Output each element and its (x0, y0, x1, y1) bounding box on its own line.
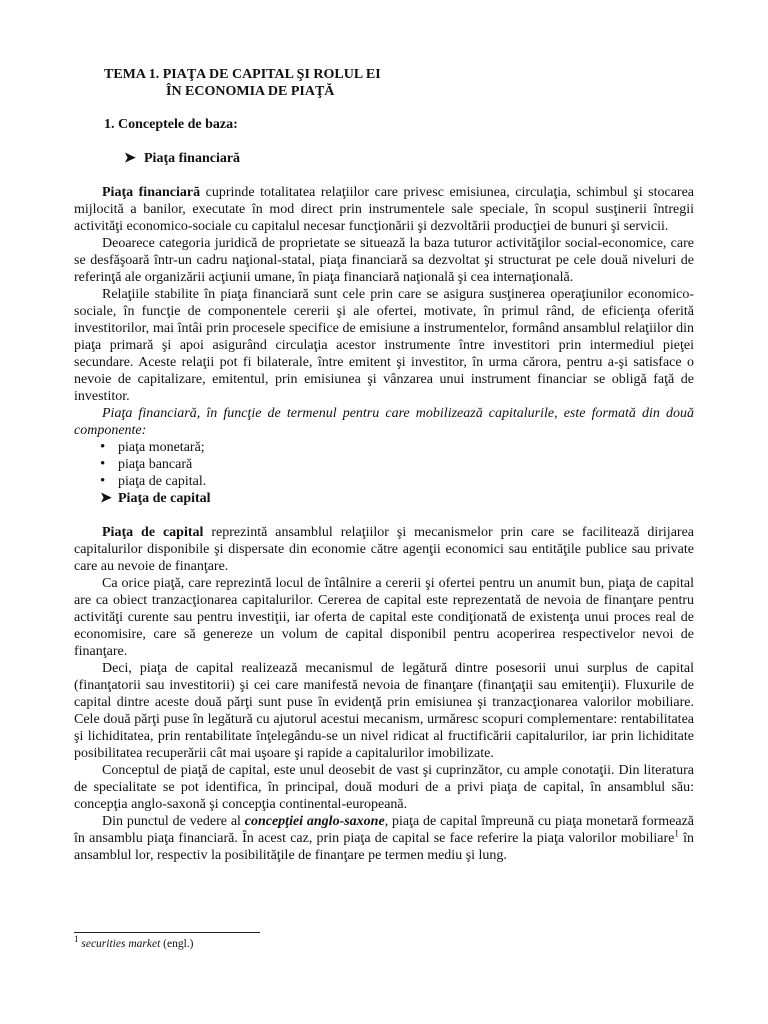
paragraph-9-text-a: Din punctul de vedere al (102, 814, 245, 829)
arrow-bullet-icon: ➤ (124, 151, 136, 166)
paragraph-5-text: reprezintă ansamblul relaţiilor şi mecanismelor prin care se facilitează dirijarea capitalurilor disponibile şi dispersate din economie către agenţii economici sau entităţile publice sau private care au nevoie de finanţare. (74, 525, 694, 574)
list-item: • piaţa de capital. (100, 473, 694, 490)
footnote-term: securities market (81, 938, 161, 950)
paragraph-5-lead: Piaţa de capital (102, 525, 204, 540)
components-list (74, 439, 694, 490)
document-title (104, 66, 694, 100)
list-item: • piaţa monetară; (100, 439, 694, 456)
paragraph-2: Deoarece categoria juridică de proprietate se situează la baza tuturor activităţilor social-economice, care se desfăşoară într-un cadru naţional-statal, piaţa financiară sa dezvoltat şi structurat pe cele două niveluri de referinţă ale organizării acţiunii umane, în piaţa financiară naţională şi cea internaţională. (74, 236, 694, 285)
footnote-number: 1 (74, 934, 79, 945)
bullet-label: Piaţa de capital (118, 491, 211, 506)
paragraph-3: Relaţiile stabilite în piaţa financiară sunt cele prin care se asigura susţinerea operaţiunilor economico-sociale, în funcţie de componentele cererii şi ale ofertei, motivate, în primul rând, de eficienţa oferită investitorilor, mai întâi prin procesele specifice de emisiune a instrumentelor, formând ansamblul relaţiilor din piaţa primară şi apoi asigurând circulaţia acestor instrumente între investitori prin intermediul pieţei secundare. Aceste relaţii pot fi bilaterale, între emitent şi investitor, în urma cărora, pentru a-şi satisface o nevoie de capitalizare, emitentul, prin emisiunea şi vânzarea unui instrument financiar se obligă faţă de investitor. (74, 287, 694, 404)
paragraph-9-text-c: în ansamblul lor, respectiv la posibilităţile de finanţare pe termen mediu şi lung. (74, 831, 695, 863)
bullet-heading-capital-market (100, 490, 694, 507)
section-heading: 1. Conceptele de baza: (104, 117, 238, 132)
list-item: • piaţa bancară (100, 456, 694, 473)
paragraph-1-lead: Piaţa financiară (102, 185, 201, 200)
title-line-1: TEMA 1. PIAŢA DE CAPITAL ŞI ROLUL EI (104, 67, 381, 82)
bullet-heading-financial-market (124, 150, 694, 167)
footnote-separator (74, 932, 260, 933)
paragraph-7: Deci, piaţa de capital realizează mecanismul de legătură dintre posesorii unui surplus de capital (finanţatorii sau investitorii) şi cei care manifestă nevoia de finanţare (finanţaţii sau emitenţii). Fluxurile de capital dintre aceste două părţi sunt puse în evidenţă prin emisiunea şi tranzacţionarea valorilor mobiliare. Cele două părţi puse în legătură cu ajutorul acestui mecanism, urmăresc scopuri complementare: rentabilitatea şi lichiditatea, prin rentabilitate înţelegându-se un nivel ridicat al fructificării capitalurilor, iar prin lichiditate posibilitatea recuperării cât mai uşoare şi rapide a capitalurilor imobilizate. (74, 661, 694, 761)
paragraph-6: Ca orice piaţă, care reprezintă locul de întâlnire a cererii şi ofertei pentru un anumit bun, piaţa de capital are ca obiect tranzacţionarea capitalurilor. Cererea de capital este reprezentată de nevoia de finanţare pentru activităţi curente sau pentru investiţii, iar oferta de capital este condiţionată de existenţa unui proces real de economisire, care să genereze un volum de capital disponibil pentru acoperirea respectivelor nevoi de finanţare. (74, 576, 694, 659)
paragraph-9 (74, 813, 694, 864)
paragraph-5 (74, 524, 694, 575)
paragraph-9-text-b: , piaţa de capital împreună cu piaţa monetară formează în ansamblu piaţa financiară. În acest caz, prin piaţa de capital se face referire la piaţa valorilor mobiliare (74, 814, 694, 846)
footnote-note: (engl.) (160, 938, 194, 950)
document-page (74, 66, 694, 864)
footnote (74, 934, 194, 951)
paragraph-1-text: cuprinde totalitatea relaţiilor care privesc emisiunea, circulaţia, schimbul şi stocarea mijlocită a banilor, executate în mod direct prin instrumentele sale speciale, în scopul susţinerii întregii activităţi economico-sociale cu capitalul necesar funcţionării şi dezvoltării producţiei de bunuri şi servicii. (74, 185, 694, 234)
paragraph-1 (74, 184, 694, 235)
footnote-reference[interactable]: 1 (674, 828, 679, 839)
paragraph-4: Piaţa financiară, în funcţie de termenul pentru care mobilizează capitalurile, este formată din două componente: (74, 406, 694, 438)
title-line-2: ÎN ECONOMIA DE PIAŢĂ (166, 84, 335, 99)
bullet-label: Piaţa financiară (144, 151, 241, 166)
paragraph-8: Conceptul de piaţă de capital, este unul deosebit de vast şi cuprinzător, cu ample conotaţii. Din literatura de specialitate se pot identifica, în principal, două moduri de a privi piaţa de capital, în ansamblul său: concepţia anglo-saxonă şi concepţia continental-europeană. (74, 763, 694, 812)
paragraph-9-emphasis: concepţiei anglo-saxone (244, 814, 385, 829)
arrow-bullet-icon: ➤ (100, 491, 112, 506)
